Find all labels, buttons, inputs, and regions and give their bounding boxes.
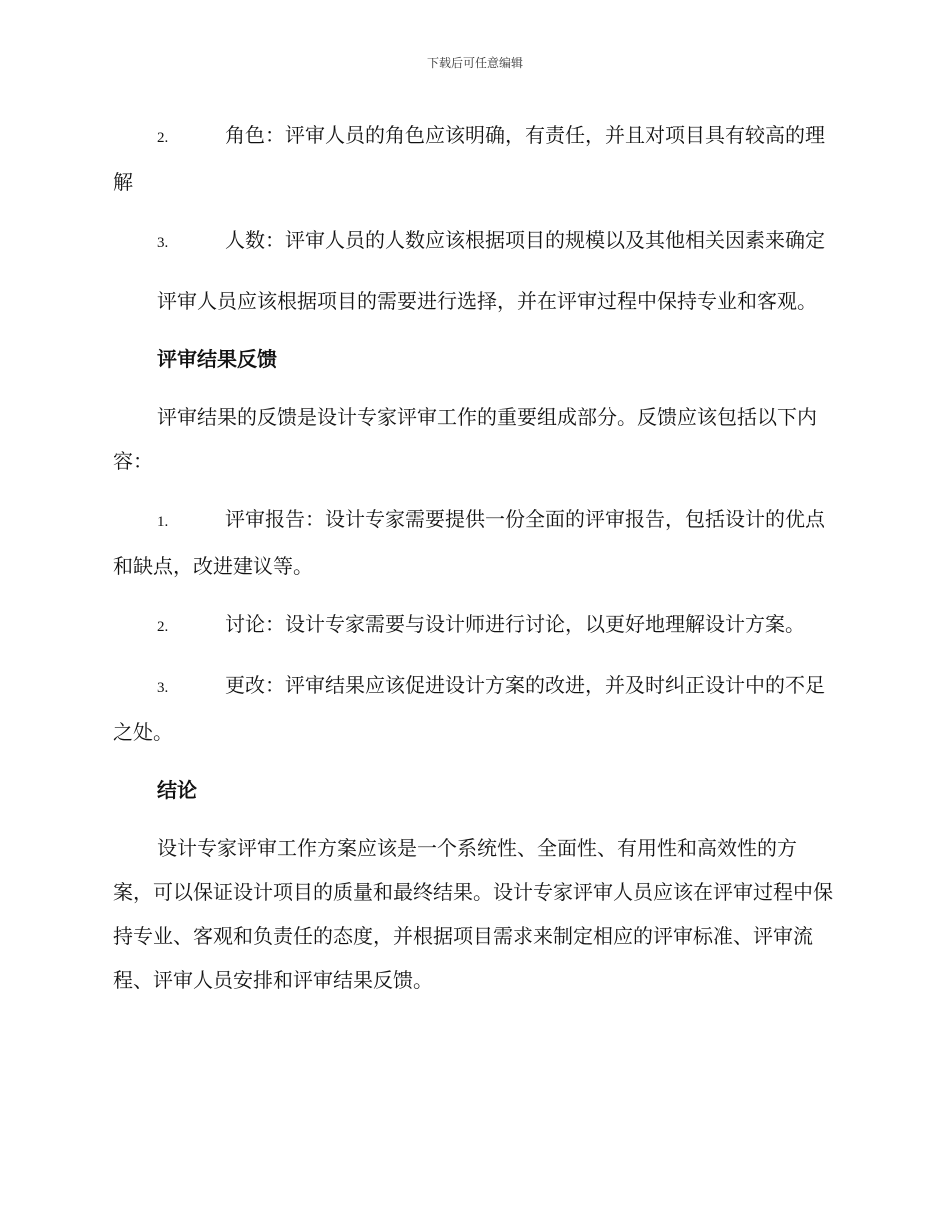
list-text: 角色：评审人员的角色应该明确，有责任，并且对项目具有较高的理解: [113, 123, 825, 194]
list-item-reviewer-role: [113, 113, 835, 204]
list-item-changes: [113, 663, 835, 754]
reviewer-summary-paragraph: 评审人员应该根据项目的需要进行选择，并在评审过程中保持专业和客观。: [157, 289, 817, 313]
list-number: 3.: [157, 680, 169, 696]
feedback-intro-paragraph: 评审结果的反馈是设计专家评审工作的重要组成部分。反馈应该包括以下内容：: [113, 405, 817, 473]
conclusion-paragraph: 设计专家评审工作方案应该是一个系统性、全面性、有用性和高效性的方案，可以保证设计项目的质量和最终结果。设计专家评审人员应该在评审过程中保持专业、客观和负责任的态度，并根据项目需求来制定相应的评审标准、评审流程、评审人员安排和评审结果反馈。: [113, 836, 833, 992]
list-number: 1.: [157, 514, 169, 530]
page-header: 下载后可任意编辑: [426, 56, 523, 70]
list-text: 讨论：设计专家需要与设计师进行讨论，以更好地理解设计方案。: [225, 612, 805, 636]
list-item-reviewer-count: [113, 218, 835, 265]
feedback-heading: 评审结果反馈: [157, 347, 277, 371]
list-item-review-report: [113, 497, 835, 588]
list-text: 评审报告：设计专家需要提供一份全面的评审报告，包括设计的优点和缺点，改进建议等。: [113, 507, 825, 578]
document-body: [113, 113, 835, 1016]
list-number: 2.: [157, 619, 169, 635]
conclusion-heading: 结论: [157, 778, 197, 802]
list-number: 2.: [157, 130, 169, 146]
list-number: 3.: [157, 235, 169, 251]
list-text: 更改：评审结果应该促进设计方案的改进，并及时纠正设计中的不足之处。: [113, 673, 825, 744]
list-item-discussion: [113, 602, 835, 649]
list-text: 人数：评审人员的人数应该根据项目的规模以及其他相关因素来确定: [225, 228, 825, 252]
